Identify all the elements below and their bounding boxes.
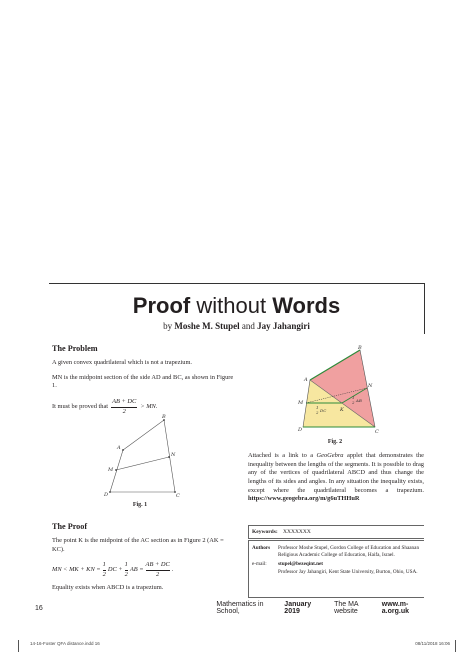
page-title: [49, 293, 424, 319]
authors-label: Authors: [252, 545, 271, 551]
geogebra-word: GeoGebra: [316, 452, 344, 459]
fig1-label-c: C: [176, 493, 180, 499]
title-word-words: Words: [272, 293, 341, 318]
fig1-point-a: [122, 449, 124, 451]
fig1-label-d: D: [104, 492, 109, 498]
fig2-label-d: D: [298, 427, 303, 433]
byline-and: and: [241, 321, 255, 331]
fig2-label-n: N: [368, 383, 373, 389]
keywords-box: [248, 525, 424, 539]
eq-half-1-num: 1: [103, 561, 106, 571]
page-number: 16: [35, 604, 43, 612]
slug-file: 14-16-Foster QFA distance.indd 16: [30, 641, 100, 646]
problem-frac-num: AB + DC: [111, 398, 137, 408]
proof-p1: The point K is the midpoint of the AC section as in Figure 2 (AK = KC).: [52, 537, 224, 553]
geogebra-link[interactable]: https://www.geogebra.org/m/g6uTHHuR: [248, 495, 360, 503]
author-1-affiliation: Professor Moshe Stupel, Gordon College of Education and Shaanan Religious Academic College of Education, Haifa, Israel.: [278, 545, 420, 558]
proof-section: [52, 522, 237, 592]
geogebra-paragraph: [248, 452, 424, 504]
fig1-label-m: M: [108, 467, 114, 473]
eq-dc: DC +: [107, 566, 123, 574]
fig2-half-dc-den: 2: [316, 410, 319, 415]
email-label: e-mail:: [252, 560, 267, 567]
problem-p3-prefix: It must be proved that: [52, 402, 109, 410]
eq-half-2: [125, 561, 128, 579]
crop-mark: [455, 640, 456, 652]
geogebra-text: [248, 452, 424, 504]
fig1-point-m: [115, 469, 117, 471]
title-word-proof: Proof: [132, 293, 191, 318]
fig1-label-a: A: [117, 445, 121, 451]
proof-equality: Equality exists when ABCD is a trapezium.: [52, 583, 164, 591]
fig1-segment-mn: [116, 457, 169, 470]
problem-p2: MN is the midpoint section of the side AD and BC, as shown in Figure 1.: [52, 373, 234, 390]
geogebra-text-b: applet that demonstrates the inequality between the lengths of the segments. It is possible to drag any of the vertices of quadrilateral ABCD and thus change the lengths of its sides and angles. In any situation the inequality exists, except where the quadrilateral becomes a trapezium.: [248, 452, 424, 494]
figure-1: [95, 412, 195, 502]
fig2-caption: Fig. 2: [327, 439, 343, 445]
problem-heading: The Problem: [52, 344, 98, 353]
problem-p3-suffix: > MN.: [140, 402, 158, 410]
eq-rhs: [146, 561, 170, 579]
journal-issue: January 2019: [284, 601, 312, 615]
print-slug: [30, 641, 450, 646]
fig1-point-d: [109, 491, 111, 493]
eq-end: .: [171, 566, 174, 574]
eq-rhs-num: AB + DC: [146, 561, 170, 571]
eq-half-2-num: 1: [125, 561, 128, 571]
geogebra-text-a: Attached is a link to a: [248, 452, 314, 459]
fig2-label-c: C: [375, 429, 379, 435]
crop-mark: [18, 640, 19, 652]
eq-half-1: [103, 561, 106, 579]
fig2-label-b: B: [358, 345, 362, 351]
figure-2: [290, 345, 390, 435]
eq-ab: AB =: [129, 566, 144, 574]
website-url[interactable]: www.m-a.org.uk: [381, 601, 409, 615]
fig2-half-dc-label: DC: [320, 408, 327, 413]
eq-half-1-den: 2: [102, 570, 106, 578]
eq-rhs-den: 2: [156, 570, 160, 578]
proof-heading: The Proof: [52, 522, 88, 531]
keywords-label: Keywords:: [252, 529, 278, 535]
eq-left: MN < MK + KN =: [52, 566, 101, 574]
problem-frac-den: 2: [122, 407, 126, 415]
author-2: Jay Jahangiri: [257, 321, 310, 331]
fig2-label-k: K: [340, 407, 344, 413]
problem-section: [52, 344, 237, 416]
fig2-half-ab-num: 1: [352, 395, 355, 400]
author-1: Moshe M. Stupel: [174, 321, 240, 331]
fig1-quadrilateral: [110, 420, 175, 492]
fig2-label-m: M: [298, 400, 304, 406]
fig2-half-ab-den: 2: [352, 400, 355, 405]
byline: [49, 321, 424, 331]
fig1-caption: Fig. 1: [132, 502, 148, 508]
fig2-label-a: A: [304, 377, 308, 383]
title-word-without: without: [196, 293, 267, 318]
fig2-half-ab-label: AB: [356, 398, 362, 403]
page-footer: [35, 601, 430, 615]
keywords-value: XXXXXXX: [283, 529, 311, 535]
fig2-half-dc-num: 1: [316, 405, 319, 410]
problem-p1: A given convex quadrilateral which is not a trapezium.: [52, 359, 193, 366]
fig1-point-n: [168, 456, 170, 458]
authors-box: [248, 540, 424, 598]
slug-timestamp: 08/11/2018 16:06: [415, 641, 450, 646]
website-prefix: The MA website: [334, 601, 359, 615]
proof-equation: [52, 561, 237, 579]
journal-name: Mathematics in School,: [216, 601, 264, 615]
fig1-label-b: B: [162, 414, 166, 420]
eq-half-2-den: 2: [124, 570, 128, 578]
byline-prefix: by: [163, 321, 173, 331]
author-2-affiliation: Professor Jay Jahangiri, Kent State University, Burton, Ohio, USA.: [278, 568, 418, 575]
fig1-label-n: N: [171, 452, 176, 458]
author-1-email[interactable]: stupel@bezeqint.net: [278, 560, 324, 567]
